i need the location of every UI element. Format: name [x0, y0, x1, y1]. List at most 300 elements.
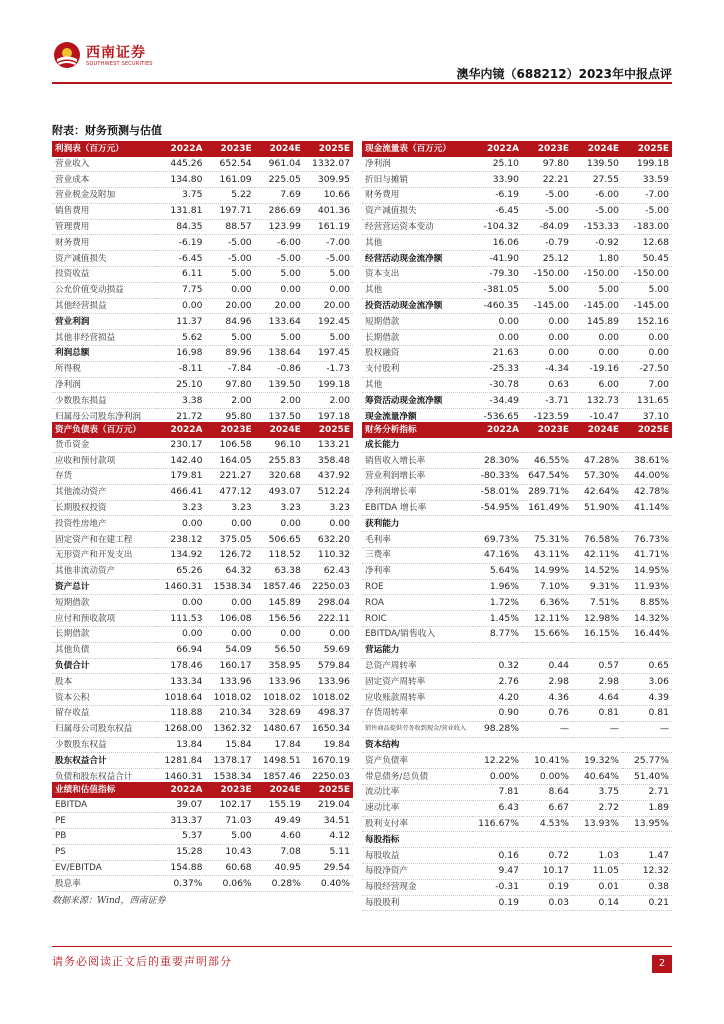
row-value: [572, 832, 622, 848]
row-value: [572, 642, 622, 658]
row-value: 0.06%: [206, 876, 255, 892]
row-value: [622, 438, 672, 453]
table-row: [362, 532, 672, 548]
row-label: 固定资产周转率: [362, 674, 472, 690]
row-value: 3.38: [156, 393, 205, 409]
row-value: -381.05: [472, 282, 522, 298]
row-value: 1018.02: [206, 690, 255, 706]
row-label: 毛利率: [362, 532, 472, 548]
row-label: ROE: [362, 579, 472, 595]
row-label: 短期借款: [362, 314, 472, 330]
table-header-row: [52, 782, 353, 798]
row-value: 5.22: [206, 188, 255, 204]
row-value: 3.23: [156, 500, 205, 516]
row-value: 506.65: [255, 532, 304, 548]
row-label: 折旧与摊销: [362, 172, 472, 188]
row-value: 2.00: [206, 393, 255, 409]
row-value: 1.45%: [472, 611, 522, 627]
year-header: 2025E: [304, 422, 353, 438]
row-value: -41.90: [472, 251, 522, 267]
row-value: -150.00: [522, 267, 572, 283]
table-row: [362, 706, 672, 722]
row-value: 0.76: [522, 706, 572, 722]
table-row: [52, 188, 353, 204]
row-label: 其他经营损益: [52, 298, 156, 314]
table-row: [362, 832, 672, 848]
table-row: [362, 800, 672, 816]
row-label: PB: [52, 829, 156, 845]
table-row: [52, 844, 353, 860]
row-value: 0.00: [472, 314, 522, 330]
row-value: 221.27: [206, 469, 255, 485]
logo-text-cn: 西南证券: [86, 45, 146, 61]
row-label: 货币资金: [52, 438, 156, 453]
row-label: 公允价值变动损益: [52, 282, 156, 298]
table-row: [362, 267, 672, 283]
row-value: 54.09: [206, 642, 255, 658]
row-label: 营业利润: [52, 314, 156, 330]
year-header: 2023E: [522, 141, 572, 157]
year-header: 2024E: [255, 141, 304, 157]
row-value: 5.64%: [472, 563, 522, 579]
table-row: [362, 611, 672, 627]
row-value: 20.00: [255, 298, 304, 314]
row-value: 219.04: [304, 798, 353, 813]
row-value: [622, 642, 672, 658]
row-value: [522, 516, 572, 532]
row-value: -79.30: [472, 267, 522, 283]
row-value: 89.96: [206, 346, 255, 362]
row-value: -54.95%: [472, 500, 522, 516]
row-value: [522, 438, 572, 453]
row-label: 速动比率: [362, 800, 472, 816]
row-value: 69.73%: [472, 532, 522, 548]
header-rule: [52, 82, 672, 84]
row-value: -150.00: [572, 267, 622, 283]
row-label: 归属母公司股东权益: [52, 721, 156, 737]
row-value: 647.54%: [522, 469, 572, 485]
row-label: 应付和预收款项: [52, 611, 156, 627]
row-value: 4.20: [472, 690, 522, 706]
table-row: [362, 172, 672, 188]
row-value: -145.00: [622, 298, 672, 314]
row-value: 7.69: [255, 188, 304, 204]
row-value: 11.05: [572, 864, 622, 880]
row-value: 21.63: [472, 346, 522, 362]
table-row: [52, 377, 353, 393]
row-label: 投资性房地产: [52, 516, 156, 532]
row-value: 133.21: [304, 438, 353, 453]
row-value: 15.84: [206, 737, 255, 753]
table-row: [52, 393, 353, 409]
row-value: 0.19: [472, 895, 522, 911]
row-label: 无形资产和开发支出: [52, 548, 156, 564]
row-label: 销售费用: [52, 203, 156, 219]
row-value: 37.10: [622, 409, 672, 425]
table-row: [52, 798, 353, 813]
row-value: 133.64: [255, 314, 304, 330]
row-value: 111.53: [156, 611, 205, 627]
table-row: [362, 438, 672, 453]
row-label: 固定资产和在建工程: [52, 532, 156, 548]
row-value: -3.71: [522, 393, 572, 409]
row-value: 0.00: [156, 298, 205, 314]
row-value: 1.96%: [472, 579, 522, 595]
row-value: 2250.03: [304, 579, 353, 595]
row-value: 0.00: [304, 282, 353, 298]
row-value: 0.57: [572, 658, 622, 674]
table-row: [52, 674, 353, 690]
table-row: [362, 314, 672, 330]
table-row: [362, 346, 672, 362]
row-value: 309.95: [304, 172, 353, 188]
row-value: -0.92: [572, 235, 622, 251]
row-value: 16.98: [156, 346, 205, 362]
row-value: 156.56: [255, 611, 304, 627]
table-row: [52, 532, 353, 548]
row-value: 139.50: [255, 377, 304, 393]
row-value: 3.06: [622, 674, 672, 690]
row-label: 每股指标: [362, 832, 472, 848]
row-label: 财务费用: [52, 235, 156, 251]
row-value: -145.00: [572, 298, 622, 314]
row-value: -5.00: [304, 251, 353, 267]
row-value: 0.00: [522, 314, 572, 330]
row-value: 8.85%: [622, 595, 672, 611]
row-value: 134.92: [156, 548, 205, 564]
row-label: 其他: [362, 235, 472, 251]
year-header: 2025E: [622, 141, 672, 157]
table-row: [52, 627, 353, 643]
row-label: ROA: [362, 595, 472, 611]
row-label: 负债和股东权益合计: [52, 769, 156, 785]
row-value: 0.00: [206, 516, 255, 532]
row-value: 6.11: [156, 267, 205, 283]
row-value: 66.94: [156, 642, 205, 658]
row-value: 39.07: [156, 798, 205, 813]
row-value: 0.63: [522, 377, 572, 393]
row-value: [572, 438, 622, 453]
row-value: 0.90: [472, 706, 522, 722]
table-row: [52, 690, 353, 706]
row-value: 84.35: [156, 219, 205, 235]
row-value: -0.86: [255, 361, 304, 377]
row-value: 0.03: [522, 895, 572, 911]
row-value: 9.31%: [572, 579, 622, 595]
row-value: -80.33%: [472, 469, 522, 485]
table-row: [52, 876, 353, 892]
row-label: 每股净资产: [362, 864, 472, 880]
row-value: —: [522, 721, 572, 737]
row-value: 2.98: [572, 674, 622, 690]
row-value: 161.09: [206, 172, 255, 188]
row-value: 133.34: [156, 674, 205, 690]
row-value: [572, 737, 622, 753]
table-row: [362, 721, 672, 737]
row-value: -6.45: [472, 203, 522, 219]
row-value: 7.10%: [522, 579, 572, 595]
row-value: 286.69: [255, 203, 304, 219]
row-value: -0.31: [472, 879, 522, 895]
row-value: 0.00: [622, 346, 672, 362]
row-value: 1.80: [572, 251, 622, 267]
row-value: -6.45: [156, 251, 205, 267]
row-value: 1650.34: [304, 721, 353, 737]
row-value: 0.00: [206, 595, 255, 611]
table-header-row: [52, 422, 353, 438]
row-value: -5.00: [572, 203, 622, 219]
table-row: [362, 879, 672, 895]
row-label: 股本: [52, 674, 156, 690]
row-value: 0.19: [522, 879, 572, 895]
row-value: 0.14: [572, 895, 622, 911]
row-label: 资产总计: [52, 579, 156, 595]
row-value: 29.54: [304, 860, 353, 876]
row-value: 328.69: [255, 706, 304, 722]
row-value: 466.41: [156, 484, 205, 500]
row-value: 230.17: [156, 438, 205, 453]
row-value: 320.68: [255, 469, 304, 485]
row-value: 0.00: [572, 346, 622, 362]
table-row: [362, 848, 672, 864]
table-row: [52, 361, 353, 377]
row-value: 51.90%: [572, 500, 622, 516]
row-value: 10.43: [206, 844, 255, 860]
row-value: 15.66%: [522, 627, 572, 643]
row-value: 445.26: [156, 157, 205, 172]
company-logo: [52, 40, 152, 76]
table-row: [362, 453, 672, 469]
row-value: 197.71: [206, 203, 255, 219]
row-value: 71.03: [206, 813, 255, 829]
row-value: 40.64%: [572, 769, 622, 785]
row-value: -30.78: [472, 377, 522, 393]
row-value: 41.71%: [622, 548, 672, 564]
row-value: 1018.64: [156, 690, 205, 706]
row-value: 9.47: [472, 864, 522, 880]
row-label: 资产负债率: [362, 753, 472, 769]
row-value: 84.96: [206, 314, 255, 330]
row-value: 0.00%: [472, 769, 522, 785]
table-row: [52, 753, 353, 769]
row-value: 134.80: [156, 172, 205, 188]
row-value: 4.53%: [522, 816, 572, 832]
balance-sheet-table: [52, 422, 353, 785]
row-label: ROIC: [362, 611, 472, 627]
row-value: 116.67%: [472, 816, 522, 832]
row-value: 1857.46: [255, 769, 304, 785]
row-value: 0.00: [622, 330, 672, 346]
row-value: 161.19: [304, 219, 353, 235]
row-label: 销售收入增长率: [362, 453, 472, 469]
row-label: 短期借款: [52, 595, 156, 611]
row-value: 131.65: [622, 393, 672, 409]
table-row: [362, 469, 672, 485]
year-header: 2022A: [156, 422, 205, 438]
row-label: 销售商品提供劳务收到现金/营业收入: [362, 721, 472, 737]
row-value: -8.11: [156, 361, 205, 377]
row-value: 0.00: [255, 282, 304, 298]
row-value: -6.19: [472, 188, 522, 204]
row-label: 股利支付率: [362, 816, 472, 832]
row-value: 0.40%: [304, 876, 353, 892]
row-value: 12.22%: [472, 753, 522, 769]
row-value: 56.50: [255, 642, 304, 658]
table-header-row: [362, 422, 672, 438]
row-value: 22.21: [522, 172, 572, 188]
row-label: 其他负债: [52, 642, 156, 658]
table-row: [52, 235, 353, 251]
table-row: [52, 469, 353, 485]
row-label: 支付股利: [362, 361, 472, 377]
row-label: EBITDA/销售收入: [362, 627, 472, 643]
table-row: [52, 438, 353, 453]
cashflow-table: [362, 141, 672, 425]
row-value: 133.96: [206, 674, 255, 690]
row-label: 股息率: [52, 876, 156, 892]
row-label: PS: [52, 844, 156, 860]
row-value: 0.81: [572, 706, 622, 722]
row-value: 5.00: [304, 267, 353, 283]
row-value: 0.16: [472, 848, 522, 864]
table-header-row: [52, 141, 353, 157]
row-value: 2.76: [472, 674, 522, 690]
row-value: -10.47: [572, 409, 622, 425]
row-value: 65.26: [156, 563, 205, 579]
row-value: 2.98: [522, 674, 572, 690]
table-row: [52, 829, 353, 845]
row-value: 44.00%: [622, 469, 672, 485]
row-value: 118.88: [156, 706, 205, 722]
row-value: 1480.67: [255, 721, 304, 737]
row-value: 225.05: [255, 172, 304, 188]
row-value: 1332.07: [304, 157, 353, 172]
row-value: -7.84: [206, 361, 255, 377]
table-row: [362, 753, 672, 769]
row-value: 6.67: [522, 800, 572, 816]
row-value: 178.46: [156, 658, 205, 674]
row-value: 62.43: [304, 563, 353, 579]
row-value: —: [622, 721, 672, 737]
row-label: 每股经营现金: [362, 879, 472, 895]
row-value: 16.44%: [622, 627, 672, 643]
row-value: 106.08: [206, 611, 255, 627]
year-header: 2025E: [622, 422, 672, 438]
row-label: 资本支出: [362, 267, 472, 283]
row-value: 0.65: [622, 658, 672, 674]
row-value: 358.48: [304, 453, 353, 469]
row-value: 3.23: [304, 500, 353, 516]
row-value: 131.81: [156, 203, 205, 219]
row-value: 313.37: [156, 813, 205, 829]
row-value: [622, 832, 672, 848]
row-value: 2250.03: [304, 769, 353, 785]
row-value: 3.23: [255, 500, 304, 516]
row-label: 少数股东权益: [52, 737, 156, 753]
row-value: 0.00: [156, 516, 205, 532]
table-row: [362, 377, 672, 393]
row-label: 应收和预付款项: [52, 453, 156, 469]
row-value: -5.00: [522, 203, 572, 219]
row-value: 51.40%: [622, 769, 672, 785]
row-value: 7.51%: [572, 595, 622, 611]
table-row: [362, 157, 672, 172]
row-value: 123.99: [255, 219, 304, 235]
row-value: [472, 737, 522, 753]
row-value: 4.39: [622, 690, 672, 706]
row-value: [472, 516, 522, 532]
row-value: 28.30%: [472, 453, 522, 469]
table-row: [52, 346, 353, 362]
row-value: 47.16%: [472, 548, 522, 564]
row-value: 12.32: [622, 864, 672, 880]
table-row: [52, 642, 353, 658]
row-value: 139.50: [572, 157, 622, 172]
row-value: 10.41%: [522, 753, 572, 769]
row-value: 14.52%: [572, 563, 622, 579]
row-value: 25.77%: [622, 753, 672, 769]
year-header: 2024E: [572, 141, 622, 157]
row-value: 97.80: [522, 157, 572, 172]
row-label: 投资活动现金流净额: [362, 298, 472, 314]
table-row: [362, 658, 672, 674]
row-value: 6.36%: [522, 595, 572, 611]
row-value: 49.49: [255, 813, 304, 829]
row-value: 96.10: [255, 438, 304, 453]
row-value: 42.78%: [622, 484, 672, 500]
table-row: [52, 706, 353, 722]
row-label: 股权融资: [362, 346, 472, 362]
financial-ratios-table: [362, 422, 672, 911]
row-value: 1857.46: [255, 579, 304, 595]
row-value: -5.00: [622, 203, 672, 219]
row-value: 11.37: [156, 314, 205, 330]
row-value: 10.17: [522, 864, 572, 880]
row-value: 19.84: [304, 737, 353, 753]
row-value: 197.18: [304, 409, 353, 425]
row-label: 成长能力: [362, 438, 472, 453]
table-row: [362, 769, 672, 785]
row-value: 138.64: [255, 346, 304, 362]
row-label: 每股收益: [362, 848, 472, 864]
row-value: -6.00: [572, 188, 622, 204]
row-value: 41.14%: [622, 500, 672, 516]
row-value: [622, 516, 672, 532]
row-label: 营运能力: [362, 642, 472, 658]
row-value: 25.10: [156, 377, 205, 393]
row-value: 7.81: [472, 785, 522, 801]
row-value: 25.12: [522, 251, 572, 267]
table-row: [362, 864, 672, 880]
row-value: 0.38: [622, 879, 672, 895]
row-value: 12.98%: [572, 611, 622, 627]
row-value: 88.57: [206, 219, 255, 235]
row-value: 0.00: [156, 595, 205, 611]
row-value: 4.64: [572, 690, 622, 706]
table-row: [362, 393, 672, 409]
row-value: -5.00: [206, 251, 255, 267]
row-value: 155.19: [255, 798, 304, 813]
row-value: 0.01: [572, 879, 622, 895]
table-row: [362, 484, 672, 500]
row-label: 财务费用: [362, 188, 472, 204]
row-value: 1.72%: [472, 595, 522, 611]
row-value: 5.00: [572, 282, 622, 298]
row-value: 512.24: [304, 484, 353, 500]
row-label: 长期股权投资: [52, 500, 156, 516]
row-value: 0.21: [622, 895, 672, 911]
row-value: 102.17: [206, 798, 255, 813]
